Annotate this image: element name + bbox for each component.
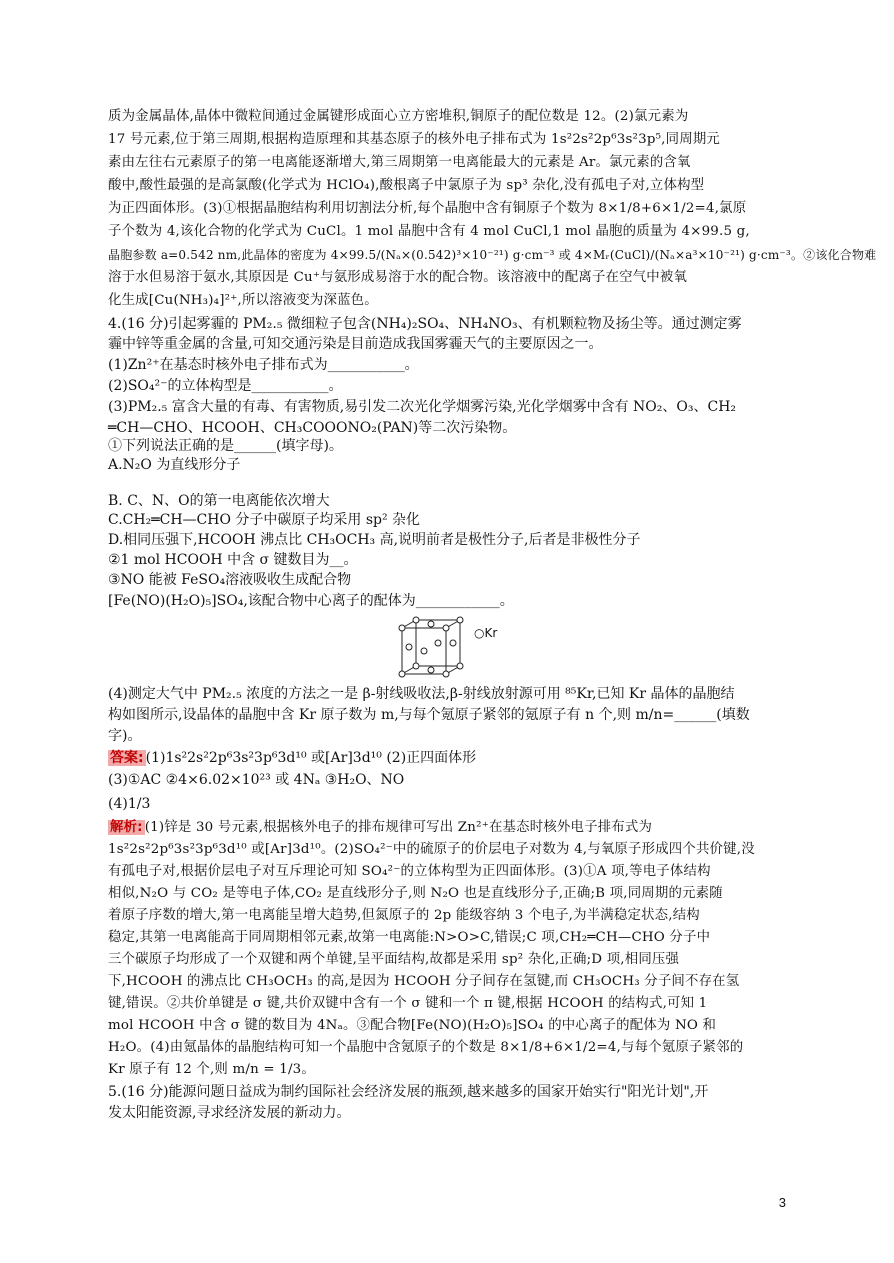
- analysis-line: 有孤电子对,根据价层电子对互斥理论可知 SO₄²⁻的立体构型为正四面体形。(3)①A 项,等电子体结构: [108, 864, 711, 879]
- option-d: D.相同压强下,HCOOH 沸点比 CH₃OCH₃ 高,说明前者是极性分子,后者是非极性分子: [108, 532, 641, 548]
- analysis-line: mol HCOOH 中含 σ 键的数目为 4Nₐ。③配合物[Fe(NO)(H₂O)₅]SO₄ 的中心离子的配体为 NO 和: [108, 1018, 717, 1033]
- question-4-line: 构如图所示,设晶体的晶胞中含 Kr 原子数为 m,与每个氪原子紧邻的氪原子有 n 个,则 m/n=______(填数: [108, 707, 750, 723]
- analysis-line: 下,HCOOH 的沸点比 CH₃OCH₃ 的高,是因为 HCOOH 分子间存在氢键,而 CH₃OCH₃ 分子间不存在氢: [108, 974, 740, 989]
- question-4-line: (1)Zn²⁺在基态时核外电子排布式为___________。: [108, 357, 419, 373]
- answer-line: (3)①AC ②4×6.02×10²³ 或 4Nₐ ③H₂O、NO: [108, 772, 405, 788]
- option-c: C.CH₂═CH—CHO 分子中碳原子均采用 sp² 杂化: [108, 512, 421, 528]
- question-5-line: 5.(16 分)能源问题日益成为制约国际社会经济发展的瓶颈,越来越多的国家开始实行"阳光计划",开: [108, 1084, 709, 1100]
- answer-line: (4)1/3: [108, 796, 151, 812]
- analysis-text: (1)锌是 30 号元素,根据核外电子的排布规律可写出 Zn²⁺在基态时核外电子排布式为: [144, 820, 653, 835]
- question-4-line: (4)测定大气中 PM₂.₅ 浓度的方法之一是 β-射线吸收法,β-射线放射源可用 ⁸⁵Kr,已知 Kr 晶体的晶胞结: [108, 686, 735, 702]
- answer-tag: 答案:: [110, 750, 144, 766]
- analysis-tag: 解析:: [110, 820, 143, 835]
- analysis-line: 稳定,其第一电离能高于同周期相邻元素,故第一电离能:N>O>C,错误;C 项,CH₂═CH—CHO 分子中: [108, 930, 711, 945]
- kr-crystal-cell-figure: [396, 616, 506, 686]
- prev-answer-line: 子个数为 4,该化合物的化学式为 CuCl。1 mol 晶胞中含有 4 mol CuCl,1 mol 晶胞的质量为 4×99.5 g,: [108, 224, 750, 239]
- prev-answer-line: 17 号元素,位于第三周期,根据构造原理和其基态原子的核外电子排布式为 1s²2s²2p⁶3s²3p⁵,同周期元: [108, 132, 720, 147]
- prev-answer-line: 质为金属晶体,晶体中微粒间通过金属键形成面心立方密堆积,铜原子的配位数是 12。(2)氯元素为: [108, 109, 689, 124]
- question-4-line: 字)。: [108, 728, 142, 744]
- analysis-line: 键,错误。②共价单键是 σ 键,共价双键中含有一个 σ 键和一个 π 键,根据 HCOOH 的结构式,可知 1: [108, 996, 708, 1011]
- prev-answer-line: 酸中,酸性最强的是高氯酸(化学式为 HClO₄),酸根离子中氯原子为 sp³ 杂化,没有孤电子对,立体构型: [108, 178, 705, 193]
- analysis-line: Kr 原子有 12 个,则 m/n = 1/3。: [108, 1062, 315, 1077]
- question-4-line: 4.(16 分)引起雾霾的 PM₂.₅ 微细粒子包含(NH₄)₂SO₄、NH₄NO₃、有机颗粒物及扬尘等。通过测定雾: [108, 316, 742, 332]
- question-4-line: ═CH—CHO、HCOOH、CH₃COOONO₂(PAN)等二次污染物。: [108, 420, 517, 436]
- option-a: A.N₂O 为直线形分子: [108, 457, 241, 473]
- question-4-line: ①下列说法正确的是______(填字母)。: [108, 438, 343, 454]
- figure-legend-kr: ○Kr: [474, 626, 498, 640]
- analysis-line: 三个碳原子均形成了一个双键和两个单键,呈平面结构,故都是采用 sp² 杂化,正确;D 项,相同压强: [108, 952, 680, 967]
- analysis-line: 1s²2s²2p⁶3s²3p⁶3d¹⁰ 或[Ar]3d¹⁰。(2)SO₄²⁻中的硫原子的价层电子对数为 4,与氧原子形成四个共价键,没: [108, 842, 755, 857]
- prev-answer-line: 化生成[Cu(NH₃)₄]²⁺,所以溶液变为深蓝色。: [108, 293, 378, 308]
- prev-answer-line: 素由左往右元素原子的第一电离能逐渐增大,第三周期第一电离能最大的元素是 Ar。氯元素的含氧: [108, 155, 691, 170]
- prev-answer-line: 为正四面体形。(3)①根据晶胞结构利用切割法分析,每个晶胞中含有铜原子个数为 8×1/8+6×1/2=4,氯原: [108, 201, 747, 216]
- question-5-line: 发太阳能资源,寻求经济发展的新动力。: [108, 1105, 351, 1121]
- analysis-line: H₂O。(4)由氪晶体的晶胞结构可知一个晶胞中含氪原子的个数是 8×1/8+6×1/2=4,与每个氪原子紧邻的: [108, 1040, 744, 1055]
- answer-text: (1)1s²2s²2p⁶3s²3p⁶3d¹⁰ 或[Ar]3d¹⁰ (2)正四面体形: [145, 750, 477, 766]
- question-4-line: 霾中锌等重金属的含量,可知交通污染是目前造成我国雾霾天气的主要原因之一。: [108, 336, 603, 352]
- page-number: 3: [778, 1195, 786, 1210]
- analysis-line: 着原子序数的增大,第一电离能呈增大趋势,但氮原子的 2p 能级容纳 3 个电子,为半满稳定状态,结构: [108, 908, 700, 923]
- analysis-line: [108, 818, 786, 838]
- option-b: B. C、N、O的第一电离能依次增大: [108, 493, 330, 509]
- question-4-line: (2)SO₄²⁻的立体构型是___________。: [108, 378, 343, 394]
- answer-line: [108, 748, 786, 768]
- prev-answer-line: 溶于水但易溶于氨水,其原因是 Cu⁺与氨形成易溶于水的配合物。该溶液中的配离子在空气中被氧: [108, 270, 688, 285]
- analysis-line: 相似,N₂O 与 CO₂ 是等电子体,CO₂ 是直线形分子,则 N₂O 也是直线形分子,正确;B 项,同周期的元素随: [108, 886, 723, 901]
- prev-answer-line: 晶胞参数 a=0.542 nm,此晶体的密度为 4×99.5/(Nₐ×(0.542)³×10⁻²¹) g·cm⁻³ 或 4×Mᵣ(CuCl)/(Nₐ×a³×10⁻²¹) g·cm⁻³。②该化合物难: [108, 248, 877, 262]
- question-4-line: ③NO 能被 FeSO₄溶液吸收生成配合物: [108, 572, 352, 588]
- question-4-line: (3)PM₂.₅ 富含大量的有毒、有害物质,易引发二次光化学烟雾污染,光化学烟雾中含有 NO₂、O₃、CH₂: [108, 399, 737, 415]
- question-4-line: ②1 mol HCOOH 中含 σ 键数目为__。: [108, 552, 358, 568]
- question-4-line: [Fe(NO)(H₂O)₅]SO₄,该配合物中心离子的配体为____________。: [108, 593, 514, 609]
